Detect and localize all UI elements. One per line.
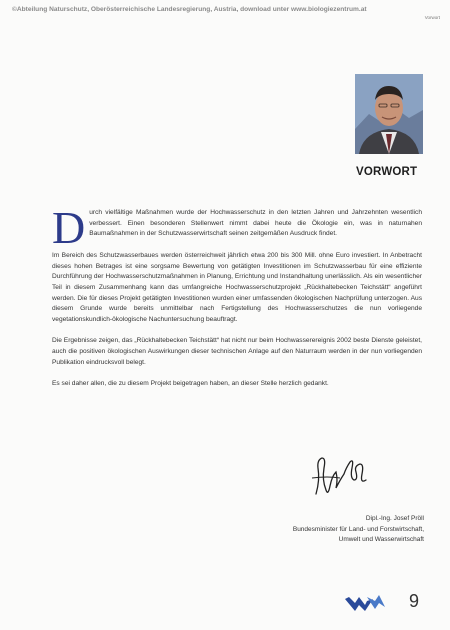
author-portrait (355, 74, 423, 154)
page-title: VORWORT (356, 166, 418, 178)
paragraph-4: Es sei daher allen, die zu diesem Projekt beigetragen haben, an dieser Stelle herzlich gedankt. (52, 380, 329, 388)
copyright-notice: ©Abteilung Naturschutz, Oberösterreichische Landesregierung, Austria, download unter www.biologiezentrum.at (12, 6, 367, 13)
ministry-logo-icon (345, 593, 385, 613)
paragraph-1-text: urch vielfältige Maßnahmen wurde der Hochwasserschutz in den letzten Jahren und Jahrzehnten wesentlich verbessert. Einen besonderen Stellenwert nimmt dabei heute die Ökologie ein, was in naturnahen Baumaßnahmen in der Schutzwasserwirtschaft seinen zeitgemäßen Ausdruck findet. (89, 209, 422, 238)
drop-cap: D (52, 202, 86, 253)
page-ident: Vorwort (424, 15, 440, 20)
paragraph-1 (52, 202, 422, 253)
handwritten-signature (310, 450, 370, 502)
signatory-role-2: Umwelt und Wasserwirtschaft (338, 536, 424, 543)
signatory-block (293, 514, 424, 546)
page-number: 9 (409, 591, 420, 611)
signatory-role-1: Bundesminister für Land- und Forstwirtschaft, (292, 525, 424, 533)
foreword-text (52, 202, 422, 401)
paragraph-3: Die Ergebnisse zeigen, das „Rückhaltebecken Teichstätt“ hat nicht nur beim Hochwasserereignis 2002 beste Dienste geleistet, auch die positiven ökologischen Auswirkungen dieser technischen Anlage auf den Naturraum werden in der nun vorliegenden Publikation eindrucksvoll belegt. (52, 337, 422, 366)
paragraph-2: Im Bereich des Schutzwasserbaues werden österreichweit jährlich etwa 200 bis 300 Mill. ohne Euro investiert. In Anbetracht dieses hohen Betrages ist eine sorgsame Bewertung von getätigten Investitionen im Schutzwasserbau für eine effiziente Durchführung der Hochwasserschutzmaßnahmen in Planung, Errichtung und Instandhaltung unerlässlich. Als ein wesentlicher Teil in diesem Zusammenhang kann das umfangreiche Hochwasserschutzprojekt „Rückhaltebecken Teichstätt“ angeführt werden. Die für dieses Projekt getätigten Investitionen wurden einer umfassenden ökologischen Nachprüfung unterzogen. Aus diesem Grunde wurde bereits unmittelbar nach Fertigstellung des Hochwasserschutzes die nun vorliegende vegetationskundlich-ökologische Nachuntersuchung beauftragt. (52, 251, 422, 324)
signatory-name: Dipl.-Ing. Josef Pröll (365, 515, 424, 522)
portrait-photo-icon (355, 74, 423, 154)
